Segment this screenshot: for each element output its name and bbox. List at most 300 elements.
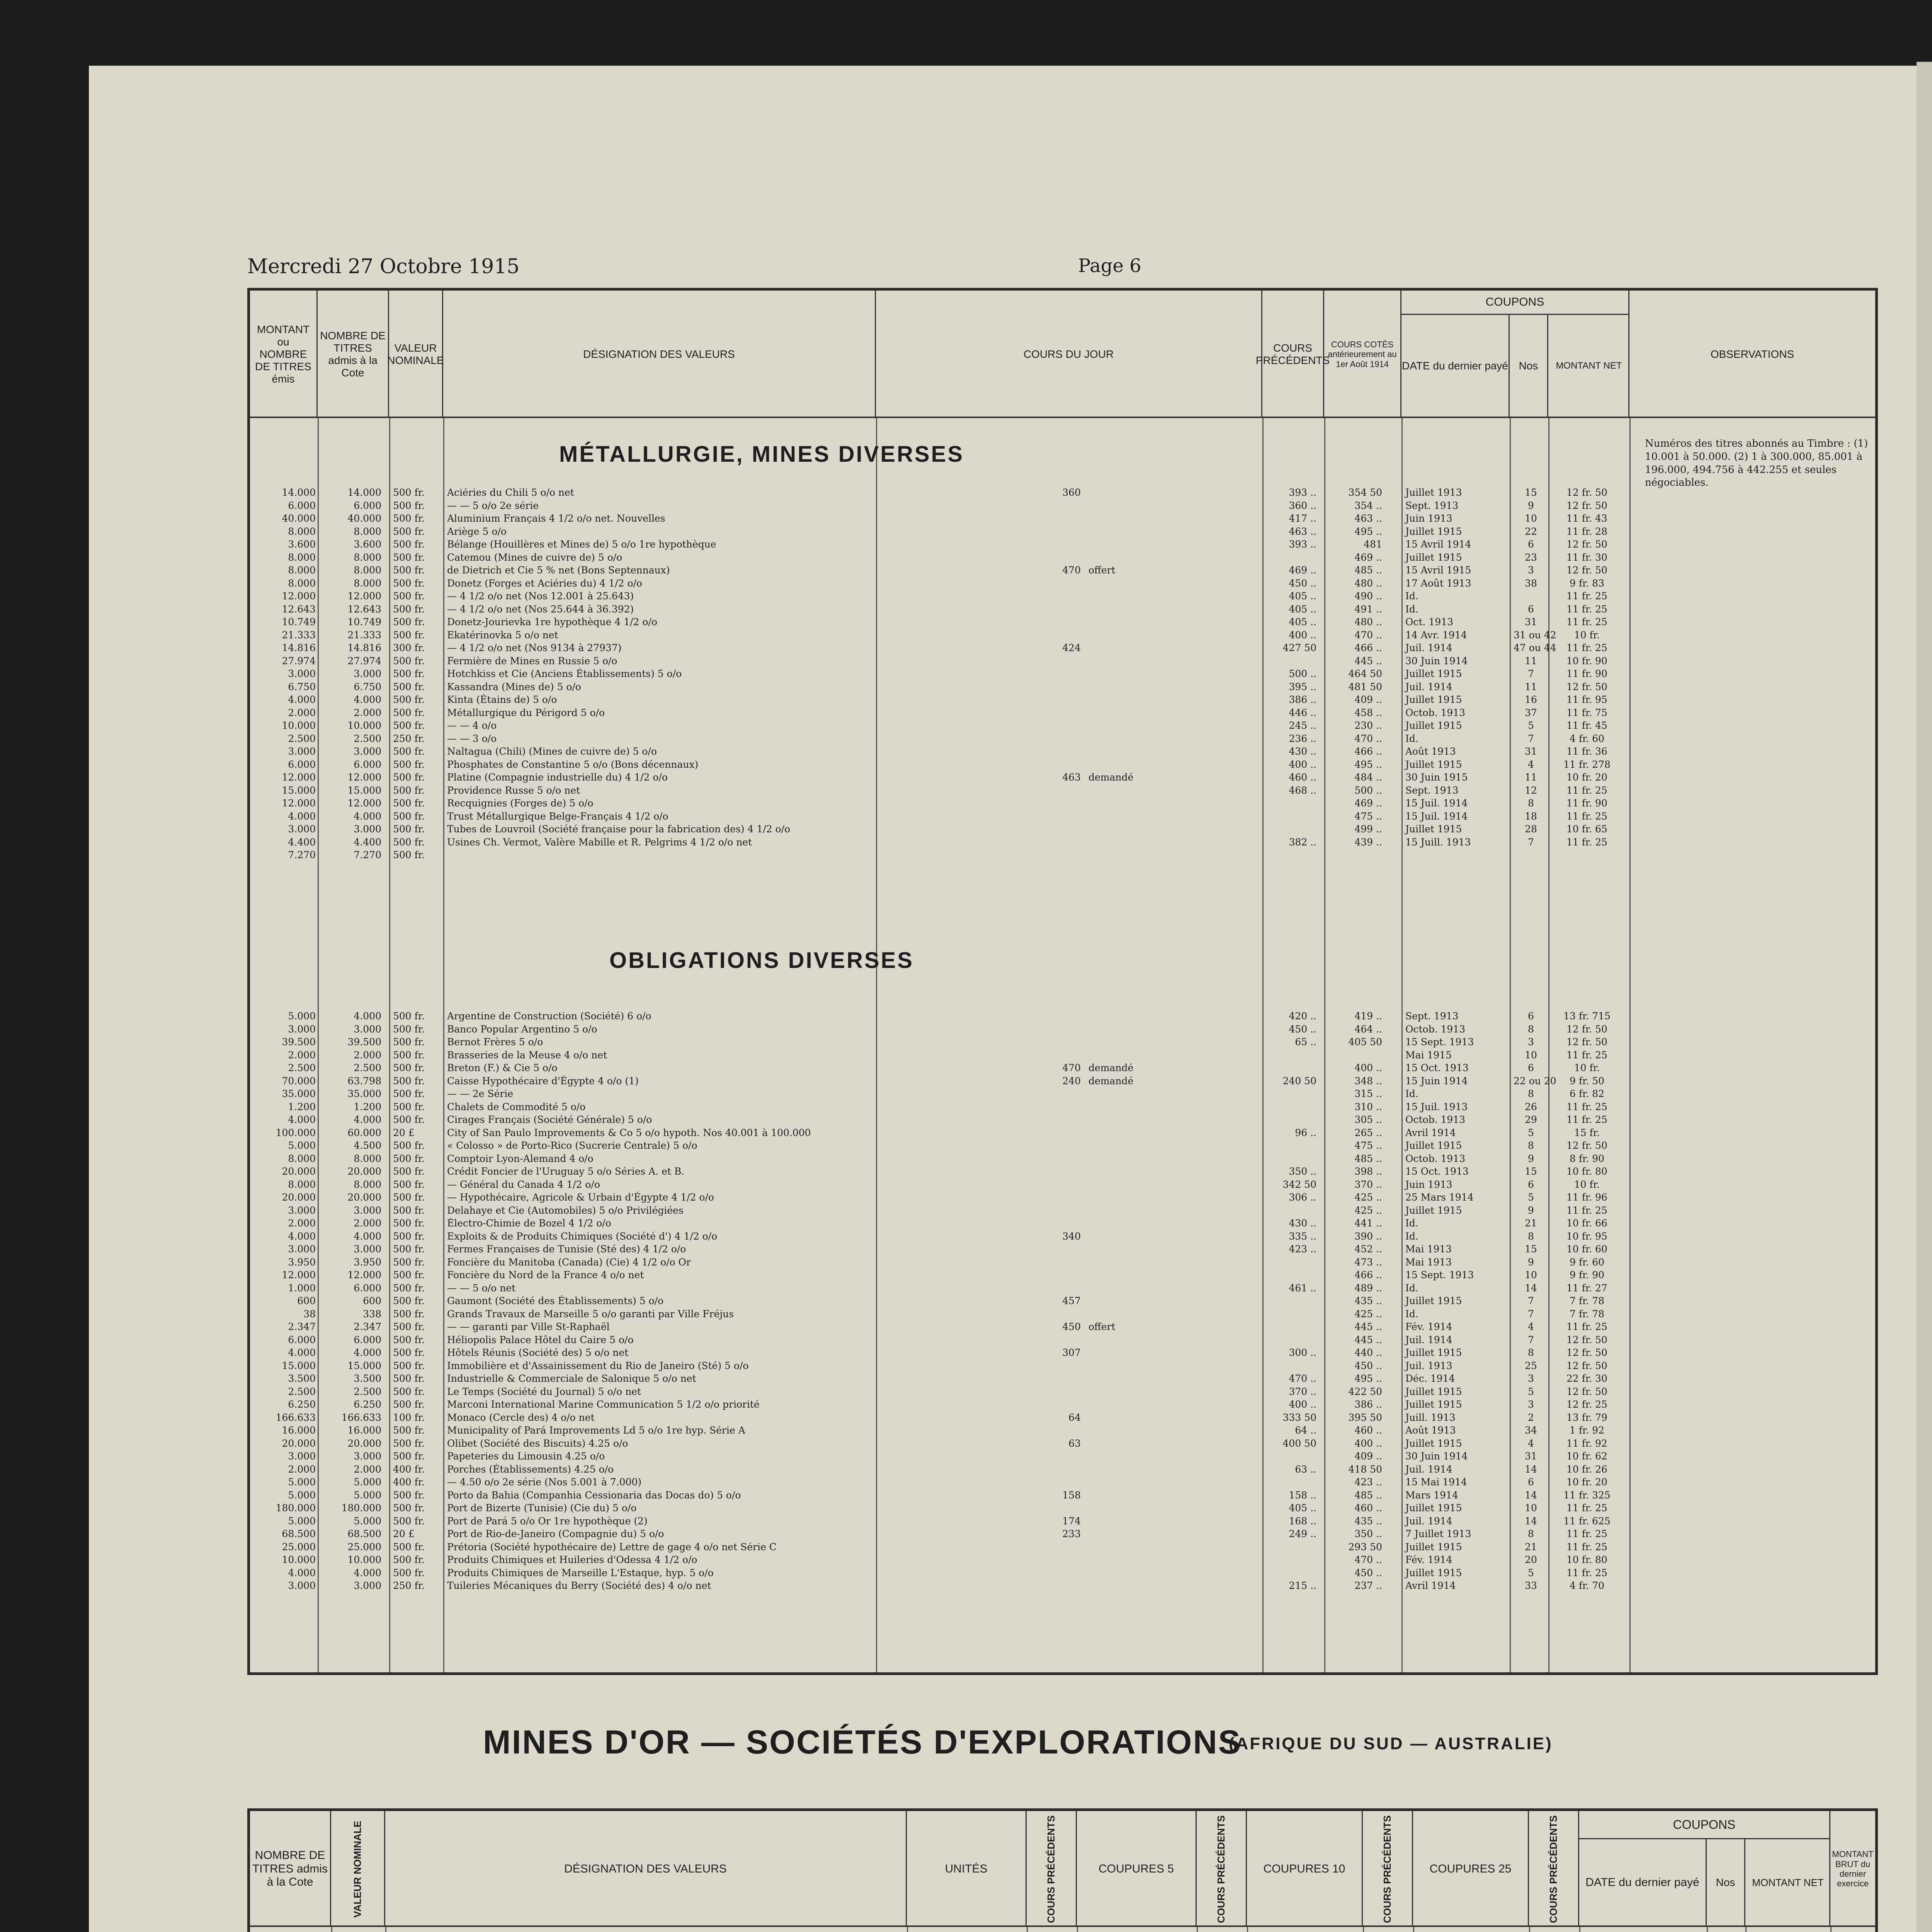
cell-mont: 3.000 bbox=[288, 1243, 316, 1255]
cell-net: 10 fr. 20 bbox=[1566, 772, 1607, 783]
cell-prec: 463 .. bbox=[1289, 526, 1316, 537]
cell-coup: 495 .. bbox=[1354, 759, 1382, 770]
cell-prec: 405 .. bbox=[1289, 590, 1316, 602]
cell-date: Juillet 1915 bbox=[1405, 551, 1462, 563]
cell-val: 100 fr. bbox=[393, 1412, 425, 1423]
cell-nbr: 10.749 bbox=[347, 616, 381, 628]
table-row bbox=[250, 1113, 1875, 1126]
cell-des: Porches (Établissements) 4.25 o/o bbox=[447, 1463, 614, 1475]
cell-val: 500 fr. bbox=[393, 1360, 425, 1371]
cell-coup: 230 .. bbox=[1354, 720, 1382, 731]
cell-net: 6 fr. 82 bbox=[1569, 1088, 1604, 1099]
cell-cj: 360 bbox=[1062, 487, 1081, 498]
cell-num: 26 bbox=[1525, 1101, 1537, 1112]
cell-coup: 265 .. bbox=[1354, 1127, 1382, 1138]
cell-num: 31 bbox=[1525, 746, 1537, 757]
bond-table bbox=[247, 288, 1878, 1675]
cell-date: 15 Juill. 1913 bbox=[1405, 836, 1471, 848]
cell-val: 500 fr. bbox=[393, 1502, 425, 1514]
cell-date: Juil. 1914 bbox=[1405, 1515, 1452, 1527]
cell-nbr: 6.000 bbox=[354, 1282, 381, 1294]
cell-net: 11 fr. 75 bbox=[1566, 707, 1607, 718]
cell-date: Juil. 1914 bbox=[1405, 1334, 1452, 1345]
cell-nbr: 14.000 bbox=[347, 487, 381, 498]
cell-mont: 38 bbox=[303, 1308, 316, 1320]
cell-mont: 6.250 bbox=[288, 1399, 316, 1410]
cell-net: 10 fr. 66 bbox=[1566, 1218, 1607, 1229]
cell-nbr: 25.000 bbox=[347, 1541, 381, 1553]
table-row bbox=[250, 1333, 1875, 1346]
cell-prec: 335 .. bbox=[1289, 1230, 1316, 1242]
table-row bbox=[250, 1152, 1875, 1165]
cell-net: 4 fr. 60 bbox=[1569, 733, 1604, 744]
table-row bbox=[250, 1553, 1875, 1566]
cell-date: Juillet 1915 bbox=[1405, 1204, 1462, 1216]
table-row bbox=[250, 1359, 1875, 1372]
cell-num: 25 bbox=[1525, 1360, 1537, 1371]
cell-val: 500 fr. bbox=[393, 746, 425, 757]
cell-des: Bélange (Houillères et Mines de) 5 o/o 1re hypothèque bbox=[447, 539, 716, 550]
cell-date: Juillet 1915 bbox=[1405, 1399, 1462, 1410]
cell-des: Port de Pará 5 o/o Or 1re hypothèque (2) bbox=[447, 1515, 648, 1527]
cell-val: 500 fr. bbox=[393, 1489, 425, 1501]
cell-des: Monaco (Cercle des) 4 o/o net bbox=[447, 1412, 595, 1423]
cell-coup: 395 50 bbox=[1348, 1412, 1382, 1423]
cell-prec: 417 .. bbox=[1289, 513, 1316, 524]
cell-val: 500 fr. bbox=[393, 849, 425, 861]
cell-des: — Général du Canada 4 1/2 o/o bbox=[447, 1179, 600, 1190]
coupons2-label: COUPONS bbox=[1579, 1811, 1829, 1839]
cell-mont: 7.270 bbox=[288, 849, 316, 861]
cell-des: Port de Rio-de-Janeiro (Compagnie du) 5 o/o bbox=[447, 1528, 664, 1539]
cell-cj: 64 bbox=[1068, 1412, 1081, 1423]
cell-mont: 6.000 bbox=[288, 759, 316, 770]
table-row bbox=[250, 1242, 1875, 1255]
cell-coup: 495 .. bbox=[1354, 1373, 1382, 1384]
cell-net: 11 fr. 625 bbox=[1563, 1515, 1611, 1527]
cell-date: 25 Mars 1914 bbox=[1405, 1192, 1474, 1203]
cell-nbr: 12.000 bbox=[347, 798, 381, 809]
cell-nbr: 4.500 bbox=[354, 1140, 381, 1151]
cell-prec: 430 .. bbox=[1289, 1218, 1316, 1229]
cell-net: 11 fr. 25 bbox=[1566, 1321, 1607, 1332]
cell-coup: 348 .. bbox=[1354, 1075, 1382, 1087]
cell-val: 500 fr. bbox=[393, 629, 425, 641]
table-row bbox=[250, 628, 1875, 641]
cell-net: 11 fr. 278 bbox=[1563, 759, 1611, 770]
cell-des: Naltagua (Chili) (Mines de cuivre de) 5 o/o bbox=[447, 746, 657, 757]
cell-des: Foncière du Manitoba (Canada) (Cie) 4 1/2 o/o Or bbox=[447, 1256, 691, 1268]
cell-num: 47 ou 44 bbox=[1514, 642, 1556, 653]
cell-prec: 386 .. bbox=[1289, 694, 1316, 705]
cell-net: 13 fr. 79 bbox=[1566, 1412, 1607, 1423]
cell-date: Octob. 1913 bbox=[1405, 1114, 1466, 1125]
cell-net: 9 fr. 60 bbox=[1569, 1256, 1604, 1268]
cell-coup: 445 .. bbox=[1354, 1321, 1382, 1332]
cell-num: 8 bbox=[1528, 1528, 1534, 1539]
cell-val: 500 fr. bbox=[393, 1140, 425, 1151]
cell-prec: 395 .. bbox=[1289, 681, 1316, 692]
cell-des: Municipality of Pará Improvements Ld 5 o/o 1re hyp. Série A bbox=[447, 1425, 745, 1436]
cell-num: 6 bbox=[1528, 1476, 1534, 1488]
cell-net: 9 fr. 83 bbox=[1569, 577, 1604, 589]
cell-cj: 233 bbox=[1062, 1528, 1081, 1539]
cell-prec: 158 .. bbox=[1289, 1489, 1316, 1501]
cell-net: 10 fr. 65 bbox=[1566, 823, 1607, 835]
cell-net: 10 fr. bbox=[1574, 629, 1600, 641]
table-row bbox=[250, 577, 1875, 590]
cell-num: 31 bbox=[1525, 616, 1537, 628]
cell-nbr: 6.000 bbox=[354, 1334, 381, 1345]
cell-mont: 2.000 bbox=[288, 1218, 316, 1229]
cell-date: Juillet 1915 bbox=[1405, 720, 1462, 731]
metallurgie-title: MÉTALLURGIE, MINES DIVERSES bbox=[559, 442, 964, 467]
cell-date: 15 Juil. 1914 bbox=[1405, 798, 1468, 809]
cell-nbr: 2.347 bbox=[354, 1321, 381, 1332]
cell-date: Sept. 1913 bbox=[1405, 500, 1459, 511]
cell-nbr: 2.500 bbox=[354, 1386, 381, 1397]
cell-val: 500 fr. bbox=[393, 1256, 425, 1268]
cell-net: 11 fr. 25 bbox=[1566, 784, 1607, 796]
cell-prec: 469 .. bbox=[1289, 565, 1316, 576]
cell-val: 250 fr. bbox=[393, 733, 425, 744]
cell-mont: 4.000 bbox=[288, 694, 316, 705]
gold-mines-table bbox=[247, 1808, 1878, 1932]
cell-coup: 398 .. bbox=[1354, 1166, 1382, 1177]
cell-val: 20 £ bbox=[393, 1528, 415, 1539]
col-observations: OBSERVATIONS bbox=[1710, 348, 1794, 360]
cell-val: 400 fr. bbox=[393, 1476, 425, 1488]
cell-mont: 12.000 bbox=[282, 590, 316, 602]
cell-net: 11 fr. 25 bbox=[1566, 1502, 1607, 1514]
cell-val: 500 fr. bbox=[393, 1308, 425, 1320]
cell-mont: 5.000 bbox=[288, 1476, 316, 1488]
cell-num: 28 bbox=[1525, 823, 1537, 835]
cell-des: Marconi International Marine Communication 5 1/2 o/o priorité bbox=[447, 1399, 760, 1410]
cell-date: 30 Juin 1914 bbox=[1405, 655, 1468, 667]
cell-mont: 600 bbox=[297, 1295, 316, 1306]
cell-net: 8 fr. 90 bbox=[1569, 1153, 1604, 1164]
cell-mont: 12.000 bbox=[282, 798, 316, 809]
cell-val: 500 fr. bbox=[393, 1114, 425, 1125]
cell-des: Usines Ch. Vermot, Valère Mabille et R. Pelgrims 4 1/2 o/o net bbox=[447, 836, 752, 848]
cell-num: 20 bbox=[1525, 1554, 1537, 1565]
cell-date: Juillet 1915 bbox=[1405, 1567, 1462, 1578]
cell-date: Juillet 1915 bbox=[1405, 1437, 1462, 1449]
cell-net: 11 fr. 36 bbox=[1566, 746, 1607, 757]
cell-nbr: 3.000 bbox=[354, 1204, 381, 1216]
cell-date: Juillet 1915 bbox=[1405, 1541, 1462, 1553]
cell-coup: 237 .. bbox=[1354, 1580, 1382, 1591]
cell-des: Porto da Bahia (Companhia Cessionaria das Docas do) 5 o/o bbox=[447, 1489, 741, 1501]
cell-prec: 168 .. bbox=[1289, 1515, 1316, 1527]
cell-net: 11 fr. 25 bbox=[1566, 1101, 1607, 1112]
cell-cj: 240 bbox=[1062, 1075, 1081, 1087]
cell-coup: 423 .. bbox=[1354, 1476, 1382, 1488]
cell-prec: 393 .. bbox=[1289, 539, 1316, 550]
bond-table-header bbox=[250, 291, 1875, 418]
cell-mont: 12.643 bbox=[282, 603, 316, 615]
cell-date: Id. bbox=[1405, 1230, 1418, 1242]
cell-num: 7 bbox=[1528, 836, 1534, 848]
cell-val: 500 fr. bbox=[393, 1192, 425, 1203]
cell-num: 7 bbox=[1528, 1308, 1534, 1320]
cell-nbr: 20.000 bbox=[347, 1166, 381, 1177]
cell-nbr: 10.000 bbox=[347, 1554, 381, 1565]
cell-des: Brasseries de la Meuse 4 o/o net bbox=[447, 1049, 607, 1061]
cell-des: Fermes Françaises de Tunisie (Sté des) 4 1/2 o/o bbox=[447, 1243, 686, 1255]
cell-des: Kinta (Étains de) 5 o/o bbox=[447, 694, 557, 705]
cell-val: 500 fr. bbox=[393, 1088, 425, 1099]
cell-val: 500 fr. bbox=[393, 1386, 425, 1397]
cell-prec: 245 .. bbox=[1289, 720, 1316, 731]
cell-num: 14 bbox=[1525, 1489, 1537, 1501]
cell-val: 500 fr. bbox=[393, 784, 425, 796]
gold-mines-header bbox=[250, 1811, 1875, 1927]
cell-coup: 450 .. bbox=[1354, 1567, 1382, 1578]
cell-net: 13 fr. 715 bbox=[1563, 1010, 1611, 1022]
cell-date: Juillet 1915 bbox=[1405, 823, 1462, 835]
cell-val: 500 fr. bbox=[393, 1399, 425, 1410]
cell-val: 500 fr. bbox=[393, 487, 425, 498]
cell-date: Fév. 1914 bbox=[1405, 1554, 1452, 1565]
cell-date: Id. bbox=[1405, 733, 1418, 744]
cell-date: Id. bbox=[1405, 603, 1418, 615]
cell-num: 38 bbox=[1525, 577, 1537, 589]
cell-val: 500 fr. bbox=[393, 577, 425, 589]
cell-num: 4 bbox=[1528, 1321, 1534, 1332]
cell-num: 6 bbox=[1528, 603, 1534, 615]
cell-coup: 370 .. bbox=[1354, 1179, 1382, 1190]
cell-mont: 27.974 bbox=[282, 655, 316, 667]
cell-prec: 400 .. bbox=[1289, 1399, 1316, 1410]
cell-net: 11 fr. 25 bbox=[1566, 1541, 1607, 1553]
cell-mont: 3.950 bbox=[288, 1256, 316, 1268]
cell-val: 500 fr. bbox=[393, 551, 425, 563]
cell-prec: 249 .. bbox=[1289, 1528, 1316, 1539]
table-row bbox=[250, 719, 1875, 732]
cell-des: Foncière du Nord de la France 4 o/o net bbox=[447, 1269, 644, 1281]
cell-nbr: 5.000 bbox=[354, 1489, 381, 1501]
cell-mont: 21.333 bbox=[282, 629, 316, 641]
cell-coup: 422 50 bbox=[1348, 1386, 1382, 1397]
cell-des: — 4 1/2 o/o net (Nos 12.001 à 25.643) bbox=[447, 590, 634, 602]
cell-num: 3 bbox=[1528, 1036, 1534, 1048]
cell-des: Argentine de Construction (Société) 6 o/o bbox=[447, 1010, 651, 1022]
cell-des: Chalets de Commodité 5 o/o bbox=[447, 1101, 586, 1112]
cell-val: 500 fr. bbox=[393, 1554, 425, 1565]
table-row bbox=[250, 1372, 1875, 1385]
cell-date: Oct. 1913 bbox=[1405, 616, 1454, 628]
cell-nbr: 2.500 bbox=[354, 733, 381, 744]
col-designation: DÉSIGNATION DES VALEURS bbox=[443, 291, 876, 418]
table-row bbox=[250, 615, 1875, 628]
cell-des: de Dietrich et Cie 5 % net (Bons Septennaux) bbox=[447, 565, 670, 576]
cell-cj: 457 bbox=[1062, 1295, 1081, 1306]
cell-nbr: 2.000 bbox=[354, 707, 381, 718]
col2-coupures5: COUPURES 5 bbox=[1077, 1811, 1197, 1927]
table-row bbox=[250, 745, 1875, 758]
cell-des: Tubes de Louvroil (Société française pour la fabrication des) 4 1/2 o/o bbox=[447, 823, 791, 835]
cell-mont: 4.000 bbox=[288, 810, 316, 822]
cell-coup: 490 .. bbox=[1354, 590, 1382, 602]
cell-net: 11 fr. 25 bbox=[1566, 603, 1607, 615]
cell-prec: 423 .. bbox=[1289, 1243, 1316, 1255]
cell-mont: 166.633 bbox=[276, 1412, 316, 1423]
cell-net: 11 fr. 92 bbox=[1566, 1437, 1607, 1449]
cell-coup: 470 .. bbox=[1354, 1554, 1382, 1565]
cell-net: 11 fr. 25 bbox=[1566, 810, 1607, 822]
cell-prec: 405 .. bbox=[1289, 603, 1316, 615]
cell-nbr: 3.000 bbox=[354, 1243, 381, 1255]
cell-nbr: 4.000 bbox=[354, 1010, 381, 1022]
cell-coup: 409 .. bbox=[1354, 1451, 1382, 1462]
cell-net: 10 fr. 60 bbox=[1566, 1243, 1607, 1255]
col2-cours-prec-3: COURS PRÉCÉDENTS bbox=[1381, 1815, 1393, 1923]
cell-net: 10 fr. 95 bbox=[1566, 1230, 1607, 1242]
cell-mont: 5.000 bbox=[288, 1515, 316, 1527]
table-row bbox=[250, 1579, 1875, 1592]
cell-num: 15 bbox=[1525, 1166, 1537, 1177]
cell-date: Août 1913 bbox=[1405, 1425, 1456, 1436]
cell-net: 15 fr. bbox=[1574, 1127, 1600, 1138]
cell-cj: 470 bbox=[1062, 1062, 1081, 1073]
cell-coup: 354 50 bbox=[1348, 487, 1382, 498]
obligations-rows bbox=[250, 1009, 1875, 1592]
cell-mont: 2.500 bbox=[288, 1062, 316, 1073]
cell-val: 500 fr. bbox=[393, 1036, 425, 1048]
cell-num: 8 bbox=[1528, 1023, 1534, 1035]
cell-mont: 15.000 bbox=[282, 1360, 316, 1371]
cell-des: Héliopolis Palace Hôtel du Caire 5 o/o bbox=[447, 1334, 634, 1345]
cell-net: 10 fr. 62 bbox=[1566, 1451, 1607, 1462]
cell-val: 500 fr. bbox=[393, 1334, 425, 1345]
cell-coup: 350 .. bbox=[1354, 1528, 1382, 1539]
cell-num: 6 bbox=[1528, 1179, 1534, 1190]
col-montant: MONTANT ou NOMBRE DE TITRES émis bbox=[250, 291, 318, 418]
cell-des: Ekatérinovka 5 o/o net bbox=[447, 629, 558, 641]
cell-nbr: 63.798 bbox=[347, 1075, 381, 1087]
cell-net: 12 fr. 50 bbox=[1566, 1140, 1607, 1151]
cell-nbr: 1.200 bbox=[354, 1101, 381, 1112]
cell-des: Ariège 5 o/o bbox=[447, 526, 507, 537]
cell-coup: 485 .. bbox=[1354, 1489, 1382, 1501]
cell-date: Août 1913 bbox=[1405, 746, 1456, 757]
cell-coup: 400 .. bbox=[1354, 1062, 1382, 1073]
table-row bbox=[250, 1501, 1875, 1514]
cell-prec: 63 .. bbox=[1295, 1463, 1316, 1475]
cell-date: Octob. 1913 bbox=[1405, 1023, 1466, 1035]
cell-num: 15 bbox=[1525, 487, 1537, 498]
cell-mont: 39.500 bbox=[282, 1036, 316, 1048]
cell-prec: 342 50 bbox=[1282, 1179, 1316, 1190]
cell-coup: 386 .. bbox=[1354, 1399, 1382, 1410]
cell-val: 500 fr. bbox=[393, 565, 425, 576]
cell-net: 11 fr. 25 bbox=[1566, 590, 1607, 602]
cell-nbr: 68.500 bbox=[347, 1528, 381, 1539]
cell-val: 500 fr. bbox=[393, 616, 425, 628]
cell-nbr: 20.000 bbox=[347, 1192, 381, 1203]
cell-val: 400 fr. bbox=[393, 1463, 425, 1475]
cell-coup: 495 .. bbox=[1354, 526, 1382, 537]
cell-coup: 441 .. bbox=[1354, 1218, 1382, 1229]
cell-coup: 418 50 bbox=[1348, 1463, 1382, 1475]
cell-date: Id. bbox=[1405, 1282, 1418, 1294]
cell-nbr: 2.000 bbox=[354, 1463, 381, 1475]
cell-coup: 439 .. bbox=[1354, 836, 1382, 848]
cell-val: 20 £ bbox=[393, 1127, 415, 1138]
cell-num: 3 bbox=[1528, 1399, 1534, 1410]
cell-nbr: 8.000 bbox=[354, 1153, 381, 1164]
cell-mont: 8.000 bbox=[288, 577, 316, 589]
cell-num: 8 bbox=[1528, 1230, 1534, 1242]
coupon2-date-header: DATE du dernier payé bbox=[1579, 1838, 1707, 1927]
table-row bbox=[250, 1178, 1875, 1191]
cell-coup: 475 .. bbox=[1354, 810, 1382, 822]
cell-val: 500 fr. bbox=[393, 539, 425, 550]
cell-des: Platine (Compagnie industrielle du) 4 1/2 o/o bbox=[447, 772, 668, 783]
cell-val: 500 fr. bbox=[393, 1425, 425, 1436]
table-row bbox=[250, 1307, 1875, 1320]
cell-mont: 15.000 bbox=[282, 784, 316, 796]
cell-date: Déc. 1914 bbox=[1405, 1373, 1455, 1384]
cell-nbr: 8.000 bbox=[354, 551, 381, 563]
col2-cours-prec-1: COURS PRÉCÉDENTS bbox=[1045, 1815, 1057, 1923]
cell-net: 11 fr. 43 bbox=[1566, 513, 1607, 524]
cell-net: 11 fr. 25 bbox=[1566, 1204, 1607, 1216]
cell-cjx: offert bbox=[1088, 1321, 1116, 1332]
table-row bbox=[250, 486, 1875, 499]
col2-cours-prec-4: COURS PRÉCÉDENTS bbox=[1547, 1815, 1559, 1923]
cell-nbr: 4.400 bbox=[354, 836, 381, 848]
cell-mont: 3.000 bbox=[288, 1580, 316, 1591]
coupon-net-header: MONTANT NET bbox=[1556, 361, 1622, 371]
cell-val: 500 fr. bbox=[393, 798, 425, 809]
cell-net: 11 fr. 90 bbox=[1566, 798, 1607, 809]
table-row bbox=[250, 1281, 1875, 1294]
cell-coup: 491 .. bbox=[1354, 603, 1382, 615]
cell-cjx: demandé bbox=[1088, 1075, 1134, 1087]
cell-net: 11 fr. 27 bbox=[1566, 1282, 1607, 1294]
cell-num: 5 bbox=[1528, 1567, 1534, 1578]
cell-val: 500 fr. bbox=[393, 1218, 425, 1229]
cell-val: 500 fr. bbox=[393, 694, 425, 705]
cell-nbr: 2.500 bbox=[354, 1062, 381, 1073]
col-valeur: VALEUR NOMINALE bbox=[389, 291, 443, 418]
cell-prec: 350 .. bbox=[1289, 1166, 1316, 1177]
cell-nbr: 14.816 bbox=[347, 642, 381, 653]
cell-prec: 405 .. bbox=[1289, 1502, 1316, 1514]
cell-net: 11 fr. 25 bbox=[1566, 1528, 1607, 1539]
coupons2-group bbox=[1579, 1811, 1830, 1927]
cell-nbr: 8.000 bbox=[354, 565, 381, 576]
table-row bbox=[250, 1320, 1875, 1333]
cell-prec: 215 .. bbox=[1289, 1580, 1316, 1591]
cell-num: 6 bbox=[1528, 1010, 1534, 1022]
cell-mont: 20.000 bbox=[282, 1166, 316, 1177]
cell-nbr: 4.000 bbox=[354, 1347, 381, 1358]
cell-num: 9 bbox=[1528, 1256, 1534, 1268]
cell-net: 12 fr. 50 bbox=[1566, 565, 1607, 576]
cell-des: Produits Chimiques de Marseille L'Estaque, hyp. 5 o/o bbox=[447, 1567, 714, 1578]
cell-num: 4 bbox=[1528, 759, 1534, 770]
cell-coup: 464 .. bbox=[1354, 1023, 1382, 1035]
cell-num: 33 bbox=[1525, 1580, 1537, 1591]
cell-nbr: 10.000 bbox=[347, 720, 381, 731]
cell-coup: 405 50 bbox=[1348, 1036, 1382, 1048]
cell-mont: 3.600 bbox=[288, 539, 316, 550]
cell-des: Kassandra (Mines de) 5 o/o bbox=[447, 681, 581, 692]
